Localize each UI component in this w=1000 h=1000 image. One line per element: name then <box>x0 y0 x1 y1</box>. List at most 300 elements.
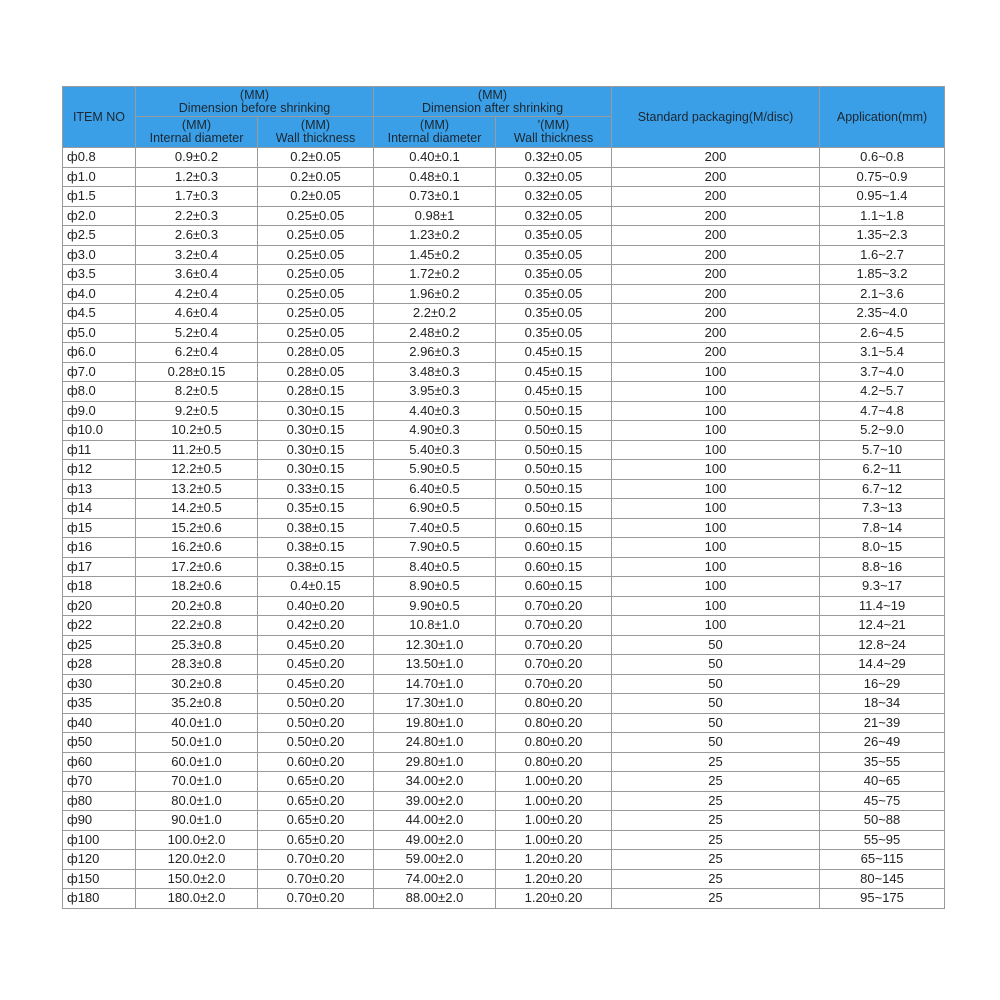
before-internal-diameter-cell: 10.2±0.5 <box>136 421 258 441</box>
before-wall-thickness-cell: 0.70±0.20 <box>258 889 374 909</box>
item-no-cell: ф50 <box>63 733 136 753</box>
packaging-cell: 200 <box>612 284 820 304</box>
application-cell: 50~88 <box>820 811 945 831</box>
item-no-cell: ф8.0 <box>63 382 136 402</box>
before-wall-thickness-cell: 0.30±0.15 <box>258 401 374 421</box>
table-row <box>63 655 945 675</box>
before-wall-thickness-cell: 0.65±0.20 <box>258 811 374 831</box>
before-wall-thickness-cell: 0.25±0.05 <box>258 206 374 226</box>
after-wall-thickness-cell: 0.50±0.15 <box>496 440 612 460</box>
application-cell: 80~145 <box>820 869 945 889</box>
after-internal-diameter-cell: 3.95±0.3 <box>374 382 496 402</box>
packaging-cell: 100 <box>612 479 820 499</box>
header-label: Wall thickness <box>513 131 594 145</box>
item-no-cell: ф40 <box>63 713 136 733</box>
packaging-cell: 100 <box>612 421 820 441</box>
packaging-cell: 50 <box>612 655 820 675</box>
table-row <box>63 245 945 265</box>
after-wall-thickness-cell: 0.80±0.20 <box>496 694 612 714</box>
table-row <box>63 616 945 636</box>
after-wall-thickness-cell: 0.35±0.05 <box>496 226 612 246</box>
item-no-cell: ф80 <box>63 791 136 811</box>
table-row <box>63 382 945 402</box>
table-row <box>63 557 945 577</box>
application-cell: 16~29 <box>820 674 945 694</box>
before-wall-thickness-cell: 0.4±0.15 <box>258 577 374 597</box>
table-row <box>63 850 945 870</box>
after-internal-diameter-cell: 1.96±0.2 <box>374 284 496 304</box>
packaging-cell: 100 <box>612 577 820 597</box>
packaging-cell: 100 <box>612 499 820 519</box>
after-internal-diameter-cell: 3.48±0.3 <box>374 362 496 382</box>
after-internal-diameter-cell: 8.90±0.5 <box>374 577 496 597</box>
before-wall-thickness-cell: 0.45±0.20 <box>258 655 374 675</box>
application-cell: 8.0~15 <box>820 538 945 558</box>
after-internal-diameter-cell: 34.00±2.0 <box>374 772 496 792</box>
packaging-cell: 100 <box>612 538 820 558</box>
before-wall-thickness-cell: 0.2±0.05 <box>258 167 374 187</box>
table-row <box>63 674 945 694</box>
header-before-internal-diameter <box>136 117 258 148</box>
header-before-wall-thickness <box>258 117 374 148</box>
item-no-cell: ф35 <box>63 694 136 714</box>
packaging-cell: 50 <box>612 674 820 694</box>
header-before-shrinking <box>136 87 374 117</box>
after-wall-thickness-cell: 0.60±0.15 <box>496 557 612 577</box>
header-unit: (MM) <box>419 118 450 132</box>
application-cell: 18~34 <box>820 694 945 714</box>
application-cell: 0.6~0.8 <box>820 148 945 168</box>
after-wall-thickness-cell: 0.80±0.20 <box>496 713 612 733</box>
before-wall-thickness-cell: 0.2±0.05 <box>258 148 374 168</box>
before-internal-diameter-cell: 15.2±0.6 <box>136 518 258 538</box>
before-internal-diameter-cell: 4.6±0.4 <box>136 304 258 324</box>
table-row <box>63 265 945 285</box>
after-wall-thickness-cell: 0.60±0.15 <box>496 538 612 558</box>
table-row <box>63 791 945 811</box>
item-no-cell: ф6.0 <box>63 343 136 363</box>
before-wall-thickness-cell: 0.65±0.20 <box>258 772 374 792</box>
before-internal-diameter-cell: 80.0±1.0 <box>136 791 258 811</box>
after-internal-diameter-cell: 14.70±1.0 <box>374 674 496 694</box>
item-no-cell: ф2.0 <box>63 206 136 226</box>
application-cell: 1.6~2.7 <box>820 245 945 265</box>
before-internal-diameter-cell: 180.0±2.0 <box>136 889 258 909</box>
after-wall-thickness-cell: 0.70±0.20 <box>496 596 612 616</box>
after-internal-diameter-cell: 0.48±0.1 <box>374 167 496 187</box>
before-internal-diameter-cell: 0.28±0.15 <box>136 362 258 382</box>
after-wall-thickness-cell: 0.80±0.20 <box>496 733 612 753</box>
after-internal-diameter-cell: 0.73±0.1 <box>374 187 496 207</box>
after-internal-diameter-cell: 17.30±1.0 <box>374 694 496 714</box>
table-row <box>63 811 945 831</box>
table-row <box>63 284 945 304</box>
item-no-cell: ф16 <box>63 538 136 558</box>
before-wall-thickness-cell: 0.45±0.20 <box>258 635 374 655</box>
after-internal-diameter-cell: 49.00±2.0 <box>374 830 496 850</box>
packaging-cell: 100 <box>612 518 820 538</box>
application-cell: 35~55 <box>820 752 945 772</box>
before-wall-thickness-cell: 0.35±0.15 <box>258 499 374 519</box>
header-before-title: Dimension before shrinking <box>178 100 331 115</box>
header-packaging: Standard packaging(M/disc) <box>612 87 820 148</box>
before-internal-diameter-cell: 13.2±0.5 <box>136 479 258 499</box>
packaging-cell: 100 <box>612 362 820 382</box>
after-wall-thickness-cell: 0.70±0.20 <box>496 635 612 655</box>
item-no-cell: ф13 <box>63 479 136 499</box>
after-wall-thickness-cell: 0.50±0.15 <box>496 421 612 441</box>
item-no-cell: ф28 <box>63 655 136 675</box>
after-internal-diameter-cell: 2.48±0.2 <box>374 323 496 343</box>
packaging-cell: 100 <box>612 401 820 421</box>
before-internal-diameter-cell: 60.0±1.0 <box>136 752 258 772</box>
before-internal-diameter-cell: 2.2±0.3 <box>136 206 258 226</box>
table-row <box>63 206 945 226</box>
before-internal-diameter-cell: 70.0±1.0 <box>136 772 258 792</box>
before-wall-thickness-cell: 0.60±0.20 <box>258 752 374 772</box>
table-row <box>63 869 945 889</box>
after-wall-thickness-cell: 0.60±0.15 <box>496 518 612 538</box>
application-cell: 6.2~11 <box>820 460 945 480</box>
before-internal-diameter-cell: 12.2±0.5 <box>136 460 258 480</box>
table-row <box>63 460 945 480</box>
after-wall-thickness-cell: 0.50±0.15 <box>496 401 612 421</box>
after-wall-thickness-cell: 0.45±0.15 <box>496 382 612 402</box>
header-item-no: ITEM NO <box>63 87 136 148</box>
packaging-cell: 25 <box>612 772 820 792</box>
packaging-cell: 200 <box>612 304 820 324</box>
shrink-tube-spec-table <box>62 86 945 909</box>
application-cell: 9.3~17 <box>820 577 945 597</box>
application-cell: 26~49 <box>820 733 945 753</box>
before-internal-diameter-cell: 1.2±0.3 <box>136 167 258 187</box>
header-application: Application(mm) <box>820 87 945 148</box>
packaging-cell: 100 <box>612 460 820 480</box>
application-cell: 0.95~1.4 <box>820 187 945 207</box>
item-no-cell: ф9.0 <box>63 401 136 421</box>
table-row <box>63 733 945 753</box>
after-internal-diameter-cell: 1.72±0.2 <box>374 265 496 285</box>
after-wall-thickness-cell: 1.00±0.20 <box>496 830 612 850</box>
before-wall-thickness-cell: 0.42±0.20 <box>258 616 374 636</box>
before-internal-diameter-cell: 25.3±0.8 <box>136 635 258 655</box>
before-wall-thickness-cell: 0.38±0.15 <box>258 557 374 577</box>
before-internal-diameter-cell: 5.2±0.4 <box>136 323 258 343</box>
item-no-cell: ф70 <box>63 772 136 792</box>
application-cell: 4.7~4.8 <box>820 401 945 421</box>
header-after-title: Dimension after shrinking <box>421 100 564 115</box>
after-wall-thickness-cell: 0.45±0.15 <box>496 362 612 382</box>
table-row <box>63 421 945 441</box>
after-internal-diameter-cell: 24.80±1.0 <box>374 733 496 753</box>
after-wall-thickness-cell: 0.60±0.15 <box>496 577 612 597</box>
before-internal-diameter-cell: 50.0±1.0 <box>136 733 258 753</box>
before-wall-thickness-cell: 0.70±0.20 <box>258 869 374 889</box>
after-internal-diameter-cell: 9.90±0.5 <box>374 596 496 616</box>
before-wall-thickness-cell: 0.70±0.20 <box>258 850 374 870</box>
item-no-cell: ф1.5 <box>63 187 136 207</box>
after-internal-diameter-cell: 39.00±2.0 <box>374 791 496 811</box>
after-internal-diameter-cell: 7.90±0.5 <box>374 538 496 558</box>
after-wall-thickness-cell: 0.70±0.20 <box>496 655 612 675</box>
before-wall-thickness-cell: 0.65±0.20 <box>258 791 374 811</box>
item-no-cell: ф2.5 <box>63 226 136 246</box>
item-no-cell: ф25 <box>63 635 136 655</box>
after-wall-thickness-cell: 1.00±0.20 <box>496 791 612 811</box>
before-wall-thickness-cell: 0.38±0.15 <box>258 538 374 558</box>
application-cell: 12.8~24 <box>820 635 945 655</box>
application-cell: 2.1~3.6 <box>820 284 945 304</box>
before-wall-thickness-cell: 0.2±0.05 <box>258 187 374 207</box>
table-row <box>63 713 945 733</box>
item-no-cell: ф3.5 <box>63 265 136 285</box>
application-cell: 1.1~1.8 <box>820 206 945 226</box>
after-internal-diameter-cell: 19.80±1.0 <box>374 713 496 733</box>
header-label: Internal diameter <box>149 131 244 145</box>
before-internal-diameter-cell: 100.0±2.0 <box>136 830 258 850</box>
before-internal-diameter-cell: 22.2±0.8 <box>136 616 258 636</box>
after-internal-diameter-cell: 1.45±0.2 <box>374 245 496 265</box>
table-row <box>63 362 945 382</box>
application-cell: 45~75 <box>820 791 945 811</box>
packaging-cell: 200 <box>612 323 820 343</box>
item-no-cell: ф4.0 <box>63 284 136 304</box>
table-row <box>63 518 945 538</box>
before-internal-diameter-cell: 120.0±2.0 <box>136 850 258 870</box>
packaging-cell: 100 <box>612 382 820 402</box>
packaging-cell: 100 <box>612 440 820 460</box>
before-internal-diameter-cell: 2.6±0.3 <box>136 226 258 246</box>
after-wall-thickness-cell: 0.35±0.05 <box>496 304 612 324</box>
table-row <box>63 772 945 792</box>
after-wall-thickness-cell: 0.35±0.05 <box>496 265 612 285</box>
table-row <box>63 499 945 519</box>
after-internal-diameter-cell: 74.00±2.0 <box>374 869 496 889</box>
spec-table-container <box>62 86 944 909</box>
item-no-cell: ф60 <box>63 752 136 772</box>
header-after-shrinking <box>374 87 612 117</box>
header-after-wall-thickness <box>496 117 612 148</box>
after-internal-diameter-cell: 5.40±0.3 <box>374 440 496 460</box>
before-wall-thickness-cell: 0.25±0.05 <box>258 265 374 285</box>
before-wall-thickness-cell: 0.25±0.05 <box>258 323 374 343</box>
before-wall-thickness-cell: 0.28±0.15 <box>258 382 374 402</box>
after-wall-thickness-cell: 1.20±0.20 <box>496 850 612 870</box>
header-unit: '(MM) <box>537 118 570 132</box>
packaging-cell: 100 <box>612 616 820 636</box>
application-cell: 5.2~9.0 <box>820 421 945 441</box>
before-internal-diameter-cell: 150.0±2.0 <box>136 869 258 889</box>
before-internal-diameter-cell: 3.2±0.4 <box>136 245 258 265</box>
packaging-cell: 200 <box>612 187 820 207</box>
before-internal-diameter-cell: 1.7±0.3 <box>136 187 258 207</box>
before-internal-diameter-cell: 40.0±1.0 <box>136 713 258 733</box>
application-cell: 2.6~4.5 <box>820 323 945 343</box>
item-no-cell: ф18 <box>63 577 136 597</box>
item-no-cell: ф5.0 <box>63 323 136 343</box>
after-wall-thickness-cell: 0.80±0.20 <box>496 752 612 772</box>
after-wall-thickness-cell: 0.50±0.15 <box>496 460 612 480</box>
packaging-cell: 50 <box>612 733 820 753</box>
application-cell: 12.4~21 <box>820 616 945 636</box>
item-no-cell: ф3.0 <box>63 245 136 265</box>
after-internal-diameter-cell: 29.80±1.0 <box>374 752 496 772</box>
before-wall-thickness-cell: 0.50±0.20 <box>258 713 374 733</box>
item-no-cell: ф150 <box>63 869 136 889</box>
application-cell: 14.4~29 <box>820 655 945 675</box>
before-internal-diameter-cell: 20.2±0.8 <box>136 596 258 616</box>
application-cell: 65~115 <box>820 850 945 870</box>
before-wall-thickness-cell: 0.40±0.20 <box>258 596 374 616</box>
table-row <box>63 401 945 421</box>
after-internal-diameter-cell: 4.90±0.3 <box>374 421 496 441</box>
application-cell: 7.3~13 <box>820 499 945 519</box>
application-cell: 5.7~10 <box>820 440 945 460</box>
table-row <box>63 538 945 558</box>
item-no-cell: ф15 <box>63 518 136 538</box>
table-row <box>63 694 945 714</box>
after-wall-thickness-cell: 0.32±0.05 <box>496 206 612 226</box>
table-row <box>63 304 945 324</box>
table-row <box>63 830 945 850</box>
before-internal-diameter-cell: 16.2±0.6 <box>136 538 258 558</box>
table-row <box>63 635 945 655</box>
item-no-cell: ф1.0 <box>63 167 136 187</box>
table-row <box>63 343 945 363</box>
application-cell: 55~95 <box>820 830 945 850</box>
before-wall-thickness-cell: 0.30±0.15 <box>258 421 374 441</box>
item-no-cell: ф180 <box>63 889 136 909</box>
after-wall-thickness-cell: 1.20±0.20 <box>496 889 612 909</box>
before-internal-diameter-cell: 35.2±0.8 <box>136 694 258 714</box>
after-wall-thickness-cell: 0.70±0.20 <box>496 674 612 694</box>
item-no-cell: ф22 <box>63 616 136 636</box>
application-cell: 7.8~14 <box>820 518 945 538</box>
packaging-cell: 200 <box>612 245 820 265</box>
after-wall-thickness-cell: 0.45±0.15 <box>496 343 612 363</box>
before-internal-diameter-cell: 18.2±0.6 <box>136 577 258 597</box>
before-internal-diameter-cell: 28.3±0.8 <box>136 655 258 675</box>
application-cell: 8.8~16 <box>820 557 945 577</box>
after-internal-diameter-cell: 88.00±2.0 <box>374 889 496 909</box>
after-internal-diameter-cell: 6.40±0.5 <box>374 479 496 499</box>
packaging-cell: 200 <box>612 226 820 246</box>
packaging-cell: 25 <box>612 850 820 870</box>
item-no-cell: ф17 <box>63 557 136 577</box>
application-cell: 95~175 <box>820 889 945 909</box>
before-internal-diameter-cell: 0.9±0.2 <box>136 148 258 168</box>
packaging-cell: 50 <box>612 635 820 655</box>
after-wall-thickness-cell: 0.32±0.05 <box>496 167 612 187</box>
before-internal-diameter-cell: 14.2±0.5 <box>136 499 258 519</box>
packaging-cell: 100 <box>612 557 820 577</box>
header-unit: (MM) <box>181 118 212 132</box>
after-wall-thickness-cell: 0.32±0.05 <box>496 148 612 168</box>
before-internal-diameter-cell: 30.2±0.8 <box>136 674 258 694</box>
after-internal-diameter-cell: 6.90±0.5 <box>374 499 496 519</box>
after-internal-diameter-cell: 0.98±1 <box>374 206 496 226</box>
item-no-cell: ф90 <box>63 811 136 831</box>
after-wall-thickness-cell: 1.00±0.20 <box>496 811 612 831</box>
before-internal-diameter-cell: 8.2±0.5 <box>136 382 258 402</box>
item-no-cell: ф120 <box>63 850 136 870</box>
after-internal-diameter-cell: 2.96±0.3 <box>374 343 496 363</box>
before-wall-thickness-cell: 0.25±0.05 <box>258 245 374 265</box>
application-cell: 11.4~19 <box>820 596 945 616</box>
application-cell: 40~65 <box>820 772 945 792</box>
packaging-cell: 100 <box>612 596 820 616</box>
item-no-cell: ф7.0 <box>63 362 136 382</box>
header-label: Wall thickness <box>275 131 356 145</box>
after-wall-thickness-cell: 0.35±0.05 <box>496 284 612 304</box>
item-no-cell: ф14 <box>63 499 136 519</box>
before-wall-thickness-cell: 0.25±0.05 <box>258 284 374 304</box>
item-no-cell: ф30 <box>63 674 136 694</box>
application-cell: 1.35~2.3 <box>820 226 945 246</box>
item-no-cell: ф20 <box>63 596 136 616</box>
item-no-cell: ф12 <box>63 460 136 480</box>
before-internal-diameter-cell: 90.0±1.0 <box>136 811 258 831</box>
after-internal-diameter-cell: 0.40±0.1 <box>374 148 496 168</box>
before-internal-diameter-cell: 4.2±0.4 <box>136 284 258 304</box>
table-row <box>63 440 945 460</box>
table-row <box>63 323 945 343</box>
packaging-cell: 25 <box>612 830 820 850</box>
before-wall-thickness-cell: 0.28±0.05 <box>258 343 374 363</box>
header-after-unit: (MM) <box>477 87 508 102</box>
before-wall-thickness-cell: 0.28±0.05 <box>258 362 374 382</box>
before-wall-thickness-cell: 0.50±0.20 <box>258 694 374 714</box>
application-cell: 0.75~0.9 <box>820 167 945 187</box>
item-no-cell: ф10.0 <box>63 421 136 441</box>
before-wall-thickness-cell: 0.45±0.20 <box>258 674 374 694</box>
header-after-internal-diameter <box>374 117 496 148</box>
table-row <box>63 187 945 207</box>
table-row <box>63 226 945 246</box>
table-row <box>63 889 945 909</box>
table-body <box>63 148 945 909</box>
after-wall-thickness-cell: 0.35±0.05 <box>496 323 612 343</box>
table-header <box>63 87 945 148</box>
item-no-cell: ф11 <box>63 440 136 460</box>
packaging-cell: 50 <box>612 694 820 714</box>
before-wall-thickness-cell: 0.30±0.15 <box>258 460 374 480</box>
before-internal-diameter-cell: 6.2±0.4 <box>136 343 258 363</box>
after-internal-diameter-cell: 1.23±0.2 <box>374 226 496 246</box>
application-cell: 3.1~5.4 <box>820 343 945 363</box>
before-internal-diameter-cell: 17.2±0.6 <box>136 557 258 577</box>
after-wall-thickness-cell: 0.32±0.05 <box>496 187 612 207</box>
header-before-unit: (MM) <box>239 87 270 102</box>
packaging-cell: 25 <box>612 869 820 889</box>
application-cell: 1.85~3.2 <box>820 265 945 285</box>
table-row <box>63 596 945 616</box>
after-wall-thickness-cell: 0.35±0.05 <box>496 245 612 265</box>
header-unit: (MM) <box>300 118 331 132</box>
after-internal-diameter-cell: 7.40±0.5 <box>374 518 496 538</box>
item-no-cell: ф100 <box>63 830 136 850</box>
before-wall-thickness-cell: 0.38±0.15 <box>258 518 374 538</box>
before-internal-diameter-cell: 9.2±0.5 <box>136 401 258 421</box>
after-internal-diameter-cell: 44.00±2.0 <box>374 811 496 831</box>
after-internal-diameter-cell: 59.00±2.0 <box>374 850 496 870</box>
before-wall-thickness-cell: 0.50±0.20 <box>258 733 374 753</box>
table-row <box>63 577 945 597</box>
before-wall-thickness-cell: 0.33±0.15 <box>258 479 374 499</box>
table-row <box>63 148 945 168</box>
after-wall-thickness-cell: 1.20±0.20 <box>496 869 612 889</box>
item-no-cell: ф0.8 <box>63 148 136 168</box>
